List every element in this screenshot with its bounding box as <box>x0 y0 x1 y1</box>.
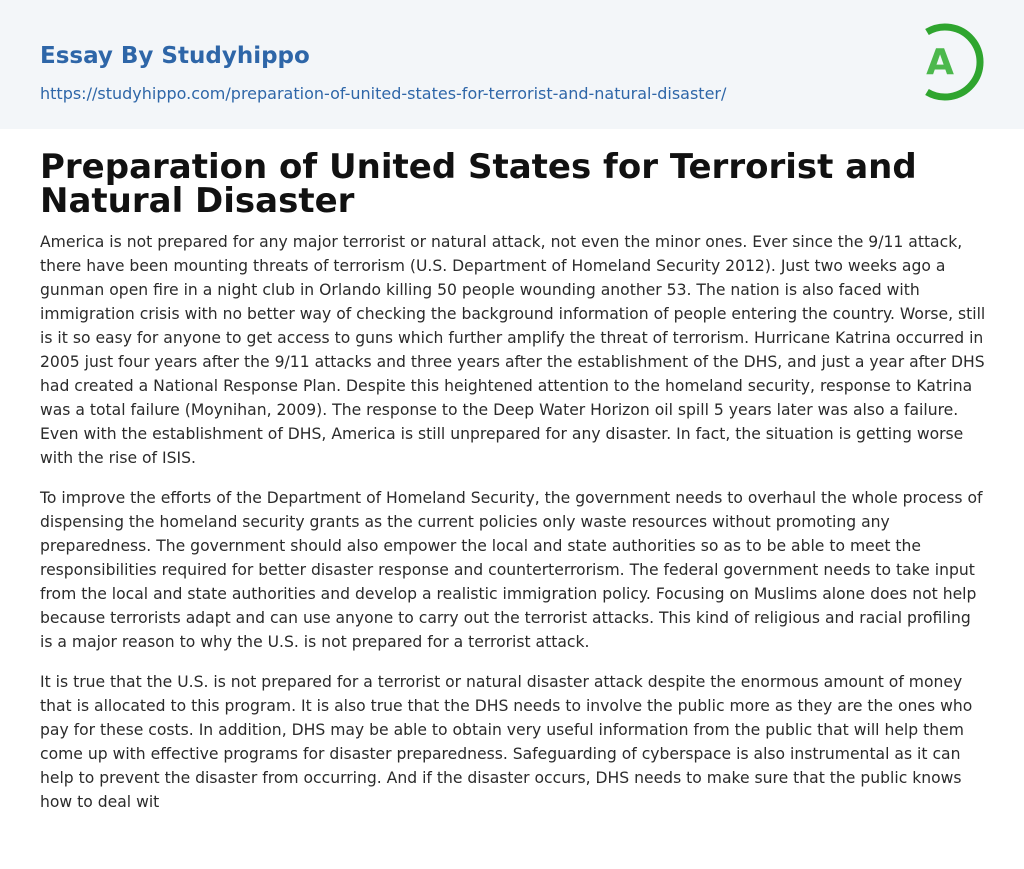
brand-title[interactable]: Essay By Studyhippo <box>40 43 310 69</box>
essay-title: Preparation of United States for Terrorist and Natural Disaster <box>40 147 917 221</box>
essay-paragraph-1: America is not prepared for any major terrorist or natural attack, not even the minor ones. Ever since the 9/11 attack, there have been mounting threats of terrorism (U.S. Department of Homeland Security 2012). Just two weeks ago a gunman open fire in a night club in Orlando killing 50 people wounding another 53. The nation is also faced with immigration crisis with no better way of checking the background information of people entering the country. Worse, still is it so easy for anyone to get access to guns which further amplify the threat of terrorism. Hurricane Katrina occurred in 2005 just four years after the 9/11 attacks and three years after the establishment of the DHS, and just a year after DHS had created a National Response Plan. Despite this heightened attention to the homeland security, response to Katrina was a total failure (Moynihan, 2009). The response to the Deep Water Horizon oil spill 5 years later was also a failure. Even with the establishment of DHS, America is still unprepared for any disaster. In fact, the situation is getting worse with the rise of ISIS. <box>40 233 986 467</box>
logo-letter: A <box>926 42 954 83</box>
essay-paragraph-2: To improve the efforts of the Department of Homeland Security, the government needs to overhaul the whole process of dispensing the homeland security grants as the current policies only waste resources without promoting any preparedness. The government should also empower the local and state authorities so as to be able to meet the responsibilities required for better disaster response and counterterrorism. The federal government needs to take input from the local and state authorities and develop a realistic immigration policy. Focusing on Muslims alone does not help because terrorists adapt and can use anyone to carry out the terrorist attacks. This kind of religious and racial profiling is a major reason to why the U.S. is not prepared for a terrorist attack. <box>40 489 983 651</box>
studyhippo-logo-icon[interactable] <box>910 18 988 106</box>
site-header <box>0 0 1024 129</box>
essay-content <box>40 147 986 814</box>
essay-url-link[interactable]: https://studyhippo.com/preparation-of-united-states-for-terrorist-and-natural-disaster/ <box>40 84 727 103</box>
essay-paragraph-3: It is true that the U.S. is not prepared for a terrorist or natural disaster attack despite the enormous amount of money that is allocated to this program. It is also true that the DHS needs to involve the public more as they are the ones who pay for these costs. In addition, DHS may be able to obtain very useful information from the public that will help them come up with effective programs for disaster preparedness. Safeguarding of cyberspace is also instrumental as it can help to prevent the disaster from occurring. And if the disaster occurs, DHS needs to make sure that the public knows how to deal wit <box>40 673 973 811</box>
